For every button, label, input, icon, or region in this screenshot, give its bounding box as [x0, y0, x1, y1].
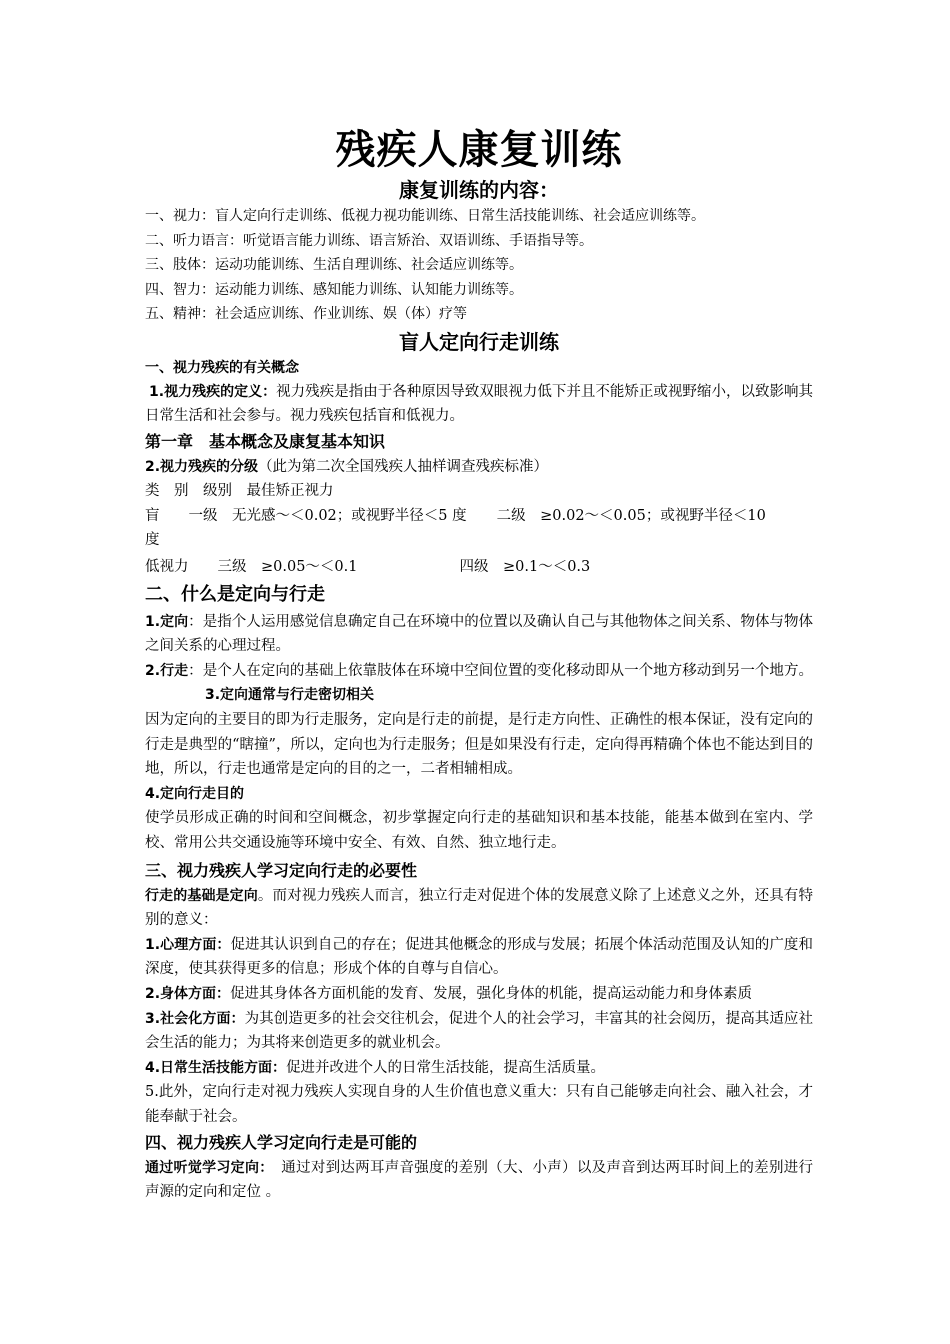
- grading-row-blind-wrap: 度: [145, 532, 160, 549]
- paragraph-grading: [145, 455, 813, 480]
- paragraph-hearing: [145, 1156, 813, 1205]
- list-item: 四、智力：运动能力训练、感知能力训练、认知能力训练等。: [145, 281, 523, 298]
- paragraph-daily-skills: [145, 1056, 813, 1081]
- orientation-label: 1.定向: [145, 613, 189, 630]
- list-item: 五、精神：社会适应训练、作业训练、娱（体）疗等: [145, 306, 467, 322]
- body-text: 促进其身体各方面机能的发育、发展，强化身体的机能，提高运动能力和身体素质: [230, 985, 753, 1002]
- grading-label: 2.视力残疾的分级: [145, 458, 259, 475]
- document-body: [145, 124, 813, 1205]
- paragraph-life-value: 5.此外，定向行走对视力残疾人实现自身的人生价值也意义重大：只有自己能够走向社会、融入社会，才能奉献于社会。: [145, 1084, 813, 1125]
- daily-skills-label: 4.日常生活技能方面：: [145, 1059, 287, 1076]
- grading-row-lowvision: [145, 555, 813, 580]
- paragraph-purpose: 使学员形成正确的时间和空间概念，初步掌握定向行走的基础知识和基本技能，能基本做到在室内、学校、常用公共交通设施等环境中安全、有效、自然、独立地行走。: [145, 810, 813, 851]
- section-2-heading: 二、什么是定向与行走: [145, 583, 325, 605]
- list-item: 二、听力语言：听觉语言能力训练、语言矫治、双语训练、手语指导等。: [145, 232, 593, 249]
- paragraph-psychology: [145, 933, 813, 982]
- orientation-text: ：是指个人运用感觉信息确定自己在环境中的位置以及确认自己与其他物体之间关系、物体与物体之间关系的心理过程。: [145, 613, 813, 655]
- grading-row-low-level3: 低视力 三级 ≥0.05～＜0.1: [145, 559, 358, 576]
- socialization-text: 为其创造更多的社会交往机会，促进个人的社会学习，丰富其的社会阅历，提高其适应社会生活的能力；为其将来创造更多的就业机会。: [145, 1010, 814, 1052]
- daily-skills-text: 促进并改进个人的日常生活技能，提高生活质量。: [286, 1059, 606, 1076]
- grading-row-blind-level2: 二级 ≥0.02～＜0.05；或视野半径＜10: [496, 507, 766, 524]
- paragraph-definition: [145, 380, 813, 429]
- necessity-intro-label: 行走的基础是定向: [145, 887, 258, 904]
- list-item: 一、视力：盲人定向行走训练、低视力视功能训练、日常生活技能训练、社会适应训练等。: [145, 208, 705, 224]
- paragraph-walking: [145, 659, 813, 708]
- paragraph-body: [145, 982, 813, 1007]
- grading-row-blind: [145, 504, 813, 553]
- purpose-label: 4.定向行走目的: [145, 785, 245, 802]
- walking-label: 2.行走: [145, 662, 189, 679]
- hearing-text: 通过对到达两耳声音强度的差别（大、小声）以及声音到达两耳时间上的差别进行声源的定向和定位 。: [145, 1159, 813, 1201]
- psychology-label: 1.心理方面：: [145, 936, 231, 953]
- document-title: 残疾人康复训练: [335, 127, 623, 173]
- hearing-label: 通过听觉学习定向：: [145, 1159, 267, 1176]
- grading-note: （此为第二次全国残疾人抽样调查残疾标准）: [258, 458, 549, 475]
- body-label: 2.身体方面：: [145, 985, 231, 1002]
- paragraph-orientation: [145, 610, 813, 659]
- content-subtitle: 康复训练的内容：: [399, 178, 559, 202]
- section-title: 盲人定向行走训练: [399, 329, 559, 354]
- grading-row-low-level4: 四级 ≥0.1～＜0.3: [459, 559, 591, 576]
- psychology-text: 促进其认识到自己的存在；促进其他概念的形成与发展；拓展个体活动范围及认知的广度和深度，使其获得更多的信息；形成个体的自尊与自信心。: [145, 936, 813, 978]
- necessity-intro-text: 。而对视力残疾人而言，独立行走对促进个体的发展意义除了上述意义之外，还具有特别的意义：: [145, 887, 813, 929]
- grading-row-blind-level1: 盲 一级 无光感～＜0.02；或视野半径＜5 度: [145, 507, 467, 524]
- socialization-label: 3.社会化方面：: [145, 1010, 245, 1027]
- paragraph-socialization: [145, 1007, 813, 1056]
- list-item: 三、肢体：运动功能训练、生活自理训练、社会适应训练等。: [145, 257, 523, 273]
- grading-table-header: 类 别 级别 最佳矫正视力: [145, 483, 334, 500]
- paragraph-relation: 因为定向的主要目的即为行走服务，定向是行走的前提，是行走方向性、正确性的根本保证，没有定向的行走是典型的“瞎撞”，所以，定向也为行走服务；但是如果没有行走，定向得再精确个体也不能达到目的地，所以，行走也通常是定向的目的之一，二者相辅相成。: [145, 712, 813, 778]
- chapter-heading: 第一章 基本概念及康复基本知识: [145, 431, 386, 451]
- definition-text: 视力残疾是指由于各种原因导致双眼视力低下并且不能矫正或视野缩小，以致影响其日常生活和社会参与。视力残疾包括盲和低视力。: [145, 383, 814, 425]
- definition-label: 1.视力残疾的定义：: [149, 383, 277, 400]
- relation-label: 3.定向通常与行走密切相关: [205, 687, 375, 704]
- section-1-heading: 一、视力残疾的有关概念: [145, 359, 299, 376]
- paragraph-purpose-heading: [145, 782, 813, 807]
- content-list: [145, 204, 813, 327]
- paragraph-necessity-intro: [145, 884, 813, 933]
- section-3-heading: 三、视力残疾人学习定向行走的必要性: [145, 860, 418, 880]
- section-4-heading: 四、视力残疾人学习定向行走是可能的: [145, 1132, 418, 1152]
- walking-text: ：是个人在定向的基础上依靠肢体在环境中空间位置的变化移动即从一个地方移动到另一个地方。: [188, 662, 813, 679]
